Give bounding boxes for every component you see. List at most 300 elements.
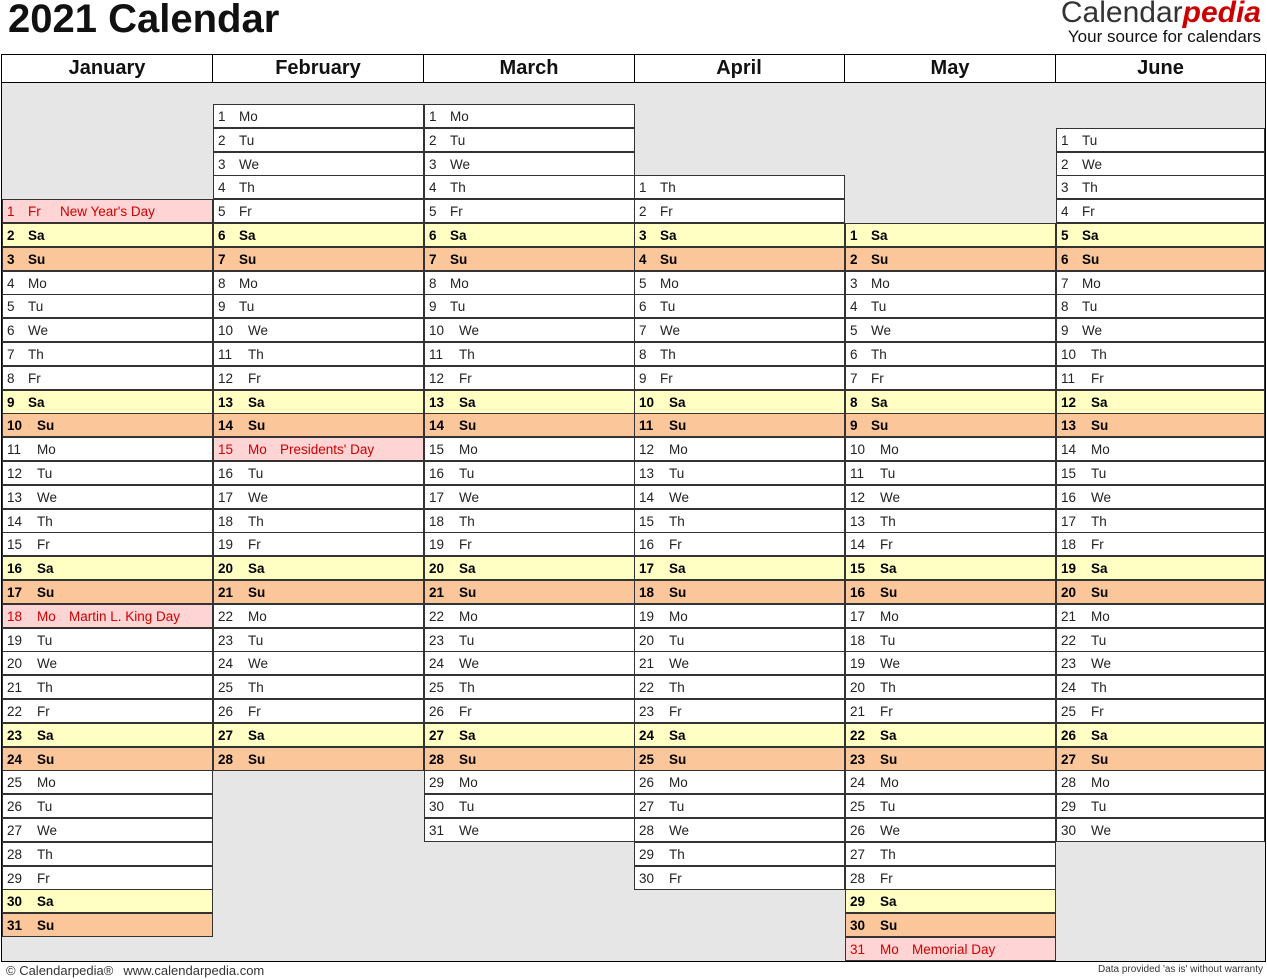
day-number: 15	[850, 561, 866, 577]
day-number: 10	[850, 442, 866, 458]
day-cell-january-6	[2, 318, 213, 342]
day-cell-may-7	[845, 366, 1056, 390]
weekday-label: Tu	[660, 299, 676, 315]
day-cell-june-11	[1056, 366, 1265, 390]
day-cell-march-9	[424, 294, 635, 318]
day-cell-march-14	[424, 413, 635, 437]
day-number: 5	[1061, 228, 1069, 243]
day-number: 12	[429, 370, 445, 386]
weekday-label: Mo	[459, 608, 478, 624]
weekday-label: Su	[37, 418, 55, 434]
weekday-label: Mo	[1082, 275, 1101, 291]
day-number: 11	[7, 442, 22, 458]
day-number: 3	[639, 228, 647, 243]
weekday-label: Th	[871, 347, 887, 362]
day-cell-january-31	[2, 913, 213, 937]
weekday-label: Mo	[37, 775, 56, 791]
day-cell-june-27	[1056, 747, 1265, 771]
day-number: 26	[850, 823, 866, 838]
brand-name-main: Calendar	[1060, 0, 1183, 29]
day-cell-june-24	[1056, 675, 1265, 699]
brand-name	[1061, 0, 1261, 30]
day-cell-may-5	[845, 318, 1056, 342]
day-number: 20	[218, 561, 234, 577]
day-cell-february-20	[213, 556, 424, 580]
day-cell-january-4	[2, 271, 213, 295]
weekday-label: Tu	[1091, 632, 1107, 648]
day-number: 27	[639, 799, 655, 815]
brand-logo[interactable]	[1061, 0, 1261, 46]
day-number: 22	[218, 608, 234, 624]
day-number: 30	[850, 918, 866, 934]
weekday-label: Fr	[660, 204, 673, 220]
day-number: 23	[1061, 656, 1077, 672]
day-number: 30	[1061, 823, 1077, 838]
day-number: 17	[429, 489, 445, 505]
day-number: 12	[639, 442, 655, 458]
day-cell-june-25	[1056, 699, 1265, 723]
day-number: 16	[7, 561, 23, 577]
weekday-label: We	[871, 323, 892, 339]
day-cell-april-3	[634, 223, 845, 247]
day-cell-april-14	[634, 485, 845, 509]
weekday-label: We	[37, 489, 58, 505]
day-cell-january-19	[2, 628, 213, 652]
day-cell-may-22	[845, 723, 1056, 747]
day-cell-january-13	[2, 485, 213, 509]
day-cell-january-24	[2, 747, 213, 771]
weekday-label: Sa	[459, 561, 476, 577]
day-cell-january-8	[2, 366, 213, 390]
day-cell-may-16	[845, 580, 1056, 604]
day-cell-april-27	[634, 794, 845, 818]
day-cell-february-13	[213, 390, 424, 414]
day-number: 14	[1061, 442, 1077, 458]
day-number: 16	[429, 466, 445, 481]
day-number: 25	[639, 751, 655, 767]
day-cell-april-22	[634, 675, 845, 699]
day-number: 26	[639, 775, 655, 791]
day-number: 25	[850, 799, 866, 815]
day-number: 18	[7, 608, 23, 624]
day-number: 24	[429, 656, 445, 672]
day-cell-april-11	[634, 413, 845, 437]
weekday-label: Fr	[248, 537, 261, 553]
day-number: 26	[1061, 727, 1077, 743]
day-number: 19	[7, 632, 23, 648]
day-number: 6	[218, 228, 226, 243]
day-cell-january-23	[2, 723, 213, 747]
weekday-label: Mo	[880, 942, 899, 957]
day-number: 14	[850, 537, 866, 553]
day-number: 3	[850, 275, 858, 291]
day-number: 1	[1061, 132, 1069, 148]
day-number: 4	[639, 251, 647, 267]
day-number: 27	[429, 727, 445, 743]
day-cell-february-4	[213, 175, 424, 199]
day-cell-march-5	[424, 199, 635, 223]
day-number: 20	[7, 656, 23, 672]
weekday-label: Th	[37, 846, 53, 862]
weekday-label: Su	[459, 751, 477, 767]
weekday-label: Mo	[1091, 442, 1110, 458]
weekday-label: Mo	[1091, 608, 1110, 624]
holiday-label: Presidents' Day	[280, 442, 375, 458]
day-number: 29	[639, 846, 655, 862]
day-cell-march-18	[424, 509, 635, 533]
day-number: 14	[218, 418, 234, 434]
day-cell-june-15	[1056, 461, 1265, 485]
weekday-label: Fr	[37, 704, 50, 719]
day-cell-may-9	[845, 413, 1056, 437]
day-number: 13	[218, 394, 234, 410]
weekday-label: Tu	[1091, 799, 1107, 815]
page-title: 2021 Calendar	[8, 0, 280, 41]
day-cell-january-27	[2, 818, 213, 842]
day-cell-may-8	[845, 390, 1056, 414]
weekday-label: Fr	[1091, 537, 1104, 553]
day-number: 11	[639, 418, 654, 434]
weekday-label: Tu	[459, 799, 475, 815]
weekday-label: Fr	[669, 537, 682, 553]
day-number: 21	[218, 585, 234, 600]
weekday-label: Tu	[669, 799, 685, 815]
weekday-label: Su	[1091, 585, 1109, 600]
weekday-label: Su	[669, 751, 687, 767]
day-cell-february-24	[213, 651, 424, 675]
weekday-label: We	[1091, 823, 1112, 838]
weekday-label: We	[248, 656, 269, 672]
day-number: 18	[639, 585, 655, 600]
day-cell-april-28	[634, 818, 845, 842]
weekday-label: Th	[248, 513, 264, 529]
day-cell-march-25	[424, 675, 635, 699]
weekday-label: Sa	[669, 727, 686, 743]
day-number: 26	[218, 704, 234, 719]
weekday-label: Mo	[248, 442, 267, 458]
day-cell-april-10	[634, 390, 845, 414]
day-number: 20	[850, 680, 866, 696]
day-cell-march-30	[424, 794, 635, 818]
day-cell-april-26	[634, 770, 845, 794]
day-number: 27	[7, 823, 23, 838]
day-cell-march-3	[424, 152, 635, 176]
day-cell-may-25	[845, 794, 1056, 818]
weekday-label: Su	[669, 418, 687, 434]
day-cell-february-22	[213, 604, 424, 628]
day-cell-march-1	[424, 104, 635, 128]
day-number: 2	[850, 251, 858, 267]
day-cell-february-10	[213, 318, 424, 342]
day-cell-april-6	[634, 294, 845, 318]
day-cell-january-14	[2, 509, 213, 533]
day-number: 25	[218, 680, 234, 696]
weekday-label: Fr	[248, 704, 261, 719]
weekday-label: We	[880, 656, 901, 672]
day-number: 11	[218, 347, 233, 362]
day-cell-april-20	[634, 628, 845, 652]
day-cell-february-18	[213, 509, 424, 533]
day-cell-january-21	[2, 675, 213, 699]
day-number: 30	[639, 870, 655, 886]
day-number: 7	[639, 323, 647, 339]
day-cell-january-20	[2, 651, 213, 675]
day-cell-april-16	[634, 532, 845, 556]
weekday-label: We	[669, 823, 690, 838]
weekday-label: Th	[37, 513, 53, 529]
day-cell-june-30	[1056, 818, 1265, 842]
weekday-label: Fr	[450, 204, 463, 220]
day-number: 23	[639, 704, 655, 719]
day-number: 23	[850, 751, 866, 767]
day-cell-march-27	[424, 723, 635, 747]
weekday-label: Sa	[28, 394, 45, 410]
weekday-label: Tu	[880, 799, 896, 815]
day-cell-february-17	[213, 485, 424, 509]
weekday-label: Th	[248, 680, 264, 696]
day-number: 21	[850, 704, 866, 719]
day-number: 27	[218, 727, 234, 743]
day-number: 28	[1061, 775, 1077, 791]
holiday-label: Martin L. King Day	[69, 608, 181, 624]
day-number: 23	[218, 632, 234, 648]
weekday-label: Fr	[880, 704, 893, 719]
day-cell-january-15	[2, 532, 213, 556]
weekday-label: Su	[660, 251, 678, 267]
day-cell-april-21	[634, 651, 845, 675]
weekday-label: We	[459, 656, 480, 672]
day-cell-june-17	[1056, 509, 1265, 533]
day-cell-march-11	[424, 342, 635, 366]
weekday-label: Su	[37, 585, 55, 600]
day-cell-may-3	[845, 271, 1056, 295]
weekday-label: Sa	[669, 561, 686, 577]
day-number: 20	[1061, 585, 1077, 600]
day-cell-january-10	[2, 413, 213, 437]
day-cell-march-16	[424, 461, 635, 485]
weekday-label: Sa	[1091, 561, 1108, 577]
day-cell-february-1	[213, 104, 424, 128]
weekday-label: Tu	[37, 632, 53, 648]
day-cell-january-1	[2, 199, 213, 223]
day-number: 13	[1061, 418, 1077, 434]
day-number: 16	[1061, 489, 1077, 505]
day-number: 28	[218, 751, 234, 767]
day-number: 11	[1061, 370, 1076, 386]
weekday-label: Tu	[450, 132, 466, 148]
weekday-label: We	[1091, 656, 1112, 672]
day-cell-february-11	[213, 342, 424, 366]
day-number: 18	[429, 513, 445, 529]
day-number: 30	[429, 799, 445, 815]
day-number: 16	[218, 466, 234, 481]
day-number: 19	[218, 537, 234, 553]
weekday-label: Su	[871, 251, 889, 267]
day-cell-may-15	[845, 556, 1056, 580]
day-cell-may-23	[845, 747, 1056, 771]
day-cell-march-19	[424, 532, 635, 556]
day-number: 23	[7, 727, 23, 743]
day-cell-may-26	[845, 818, 1056, 842]
day-number: 12	[850, 489, 866, 505]
weekday-label: Fr	[880, 870, 893, 886]
weekday-label: Su	[1091, 418, 1109, 434]
footer-url[interactable]: www.calendarpedia.com	[123, 963, 265, 978]
day-cell-january-25	[2, 770, 213, 794]
day-cell-january-3	[2, 247, 213, 271]
weekday-label: Fr	[880, 537, 893, 553]
day-number: 6	[1061, 251, 1069, 267]
day-cell-march-8	[424, 271, 635, 295]
day-cell-april-8	[634, 342, 845, 366]
day-cell-march-23	[424, 628, 635, 652]
day-number: 2	[1061, 156, 1069, 172]
day-cell-january-16	[2, 556, 213, 580]
weekday-label: We	[37, 656, 58, 672]
weekday-label: Tu	[459, 632, 475, 648]
day-cell-june-29	[1056, 794, 1265, 818]
weekday-label: Tu	[1082, 299, 1098, 315]
day-cell-june-16	[1056, 485, 1265, 509]
day-cell-june-8	[1056, 294, 1265, 318]
day-number: 24	[639, 727, 655, 743]
day-cell-january-22	[2, 699, 213, 723]
weekday-label: Su	[1091, 751, 1109, 767]
weekday-label: Th	[1082, 180, 1098, 196]
weekday-label: We	[28, 323, 49, 339]
day-cell-april-25	[634, 747, 845, 771]
day-cell-january-11	[2, 437, 213, 461]
day-cell-april-2	[634, 199, 845, 223]
day-cell-march-17	[424, 485, 635, 509]
day-cell-march-2	[424, 128, 635, 152]
holiday-label: Memorial Day	[912, 942, 996, 957]
day-number: 29	[1061, 799, 1077, 815]
day-number: 3	[1061, 180, 1069, 196]
day-number: 15	[429, 442, 445, 458]
weekday-label: Fr	[1091, 370, 1104, 386]
day-cell-march-20	[424, 556, 635, 580]
weekday-label: Fr	[28, 204, 41, 220]
day-number: 9	[639, 370, 647, 386]
day-number: 7	[429, 251, 437, 267]
day-cell-april-5	[634, 271, 845, 295]
day-cell-june-5	[1056, 223, 1265, 247]
day-number: 9	[1061, 323, 1069, 339]
footer-credit	[6, 963, 264, 978]
weekday-label: Th	[880, 846, 896, 862]
weekday-label: Tu	[459, 466, 475, 481]
weekday-label: Su	[28, 251, 46, 267]
day-cell-june-13	[1056, 413, 1265, 437]
day-cell-march-7	[424, 247, 635, 271]
weekday-label: Sa	[669, 394, 686, 410]
weekday-label: Mo	[37, 608, 56, 624]
day-cell-february-15	[213, 437, 424, 461]
weekday-label: Th	[37, 680, 53, 696]
day-number: 9	[429, 299, 437, 315]
day-number: 29	[850, 894, 866, 910]
day-cell-april-9	[634, 366, 845, 390]
day-number: 12	[1061, 394, 1077, 410]
weekday-label: Sa	[660, 228, 677, 243]
day-number: 28	[850, 870, 866, 886]
day-cell-february-7	[213, 247, 424, 271]
day-cell-may-17	[845, 604, 1056, 628]
day-cell-february-14	[213, 413, 424, 437]
day-cell-june-23	[1056, 651, 1265, 675]
day-number: 21	[7, 680, 23, 696]
day-number: 25	[1061, 704, 1077, 719]
weekday-label: Tu	[37, 466, 53, 481]
day-number: 31	[429, 823, 445, 838]
day-number: 19	[1061, 561, 1077, 577]
weekday-label: Su	[37, 918, 55, 934]
weekday-label: Fr	[248, 370, 261, 386]
day-number: 8	[1061, 299, 1069, 315]
day-cell-february-8	[213, 271, 424, 295]
day-number: 4	[1061, 204, 1069, 220]
day-number: 20	[639, 632, 655, 648]
day-number: 16	[850, 585, 866, 600]
day-number: 27	[850, 846, 866, 862]
day-number: 31	[850, 942, 866, 957]
day-cell-june-7	[1056, 271, 1265, 295]
day-number: 8	[218, 275, 226, 291]
month-header-february: February	[213, 55, 424, 82]
weekday-label: We	[880, 823, 901, 838]
day-cell-april-29	[634, 842, 845, 866]
day-cell-june-18	[1056, 532, 1265, 556]
weekday-label: Fr	[459, 704, 472, 719]
weekday-label: Sa	[459, 727, 476, 743]
day-cell-june-14	[1056, 437, 1265, 461]
day-cell-february-12	[213, 366, 424, 390]
day-number: 14	[639, 489, 655, 505]
month-header-row	[2, 55, 1265, 83]
day-number: 17	[1061, 513, 1077, 529]
day-number: 2	[429, 132, 437, 148]
weekday-label: Tu	[248, 632, 264, 648]
footer-copyright: © Calendarpedia®	[6, 963, 114, 978]
weekday-label: Tu	[880, 632, 896, 648]
day-number: 10	[7, 418, 23, 434]
weekday-label: We	[459, 823, 480, 838]
weekday-label: Fr	[28, 370, 41, 386]
day-cell-march-28	[424, 747, 635, 771]
day-number: 21	[429, 585, 445, 600]
day-cell-may-2	[845, 247, 1056, 271]
weekday-label: Fr	[459, 537, 472, 553]
weekday-label: Su	[450, 251, 468, 267]
weekday-label: Su	[880, 751, 898, 767]
weekday-label: Mo	[28, 275, 47, 291]
weekday-label: Su	[871, 418, 889, 434]
day-number: 15	[1061, 466, 1077, 481]
day-number: 7	[218, 251, 226, 267]
weekday-label: Th	[248, 347, 264, 362]
weekday-label: Fr	[37, 870, 50, 886]
day-cell-february-2	[213, 128, 424, 152]
weekday-label: We	[1082, 156, 1103, 172]
weekday-label: Tu	[1082, 132, 1098, 148]
weekday-label: Sa	[239, 228, 256, 243]
weekday-label: We	[1091, 489, 1112, 505]
weekday-label: Mo	[669, 775, 688, 791]
day-number: 10	[218, 323, 234, 339]
weekday-label: Tu	[248, 466, 264, 481]
day-number: 4	[218, 180, 226, 196]
